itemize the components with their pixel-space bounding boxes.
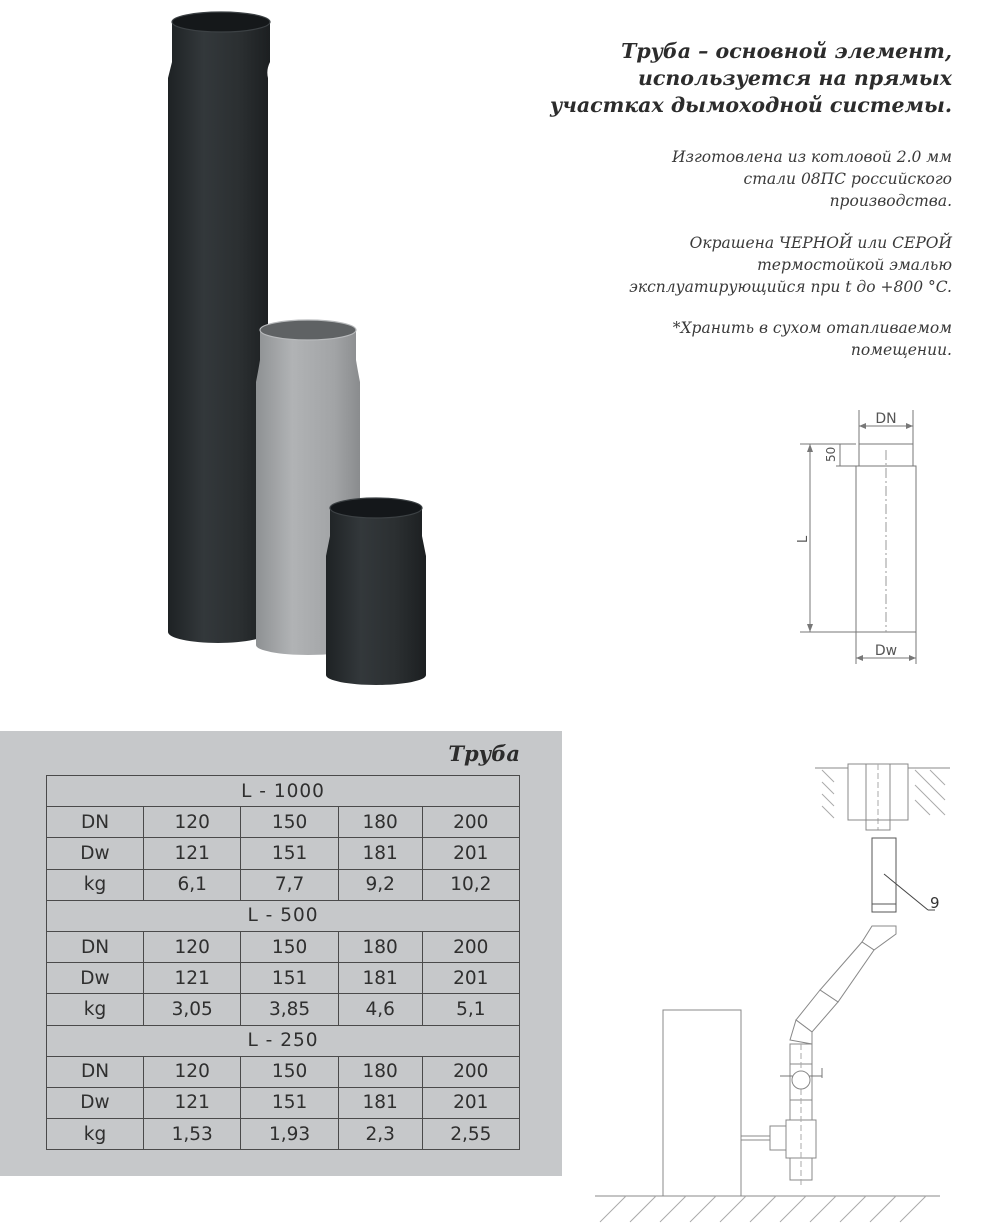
- callout-label: 9: [930, 894, 940, 912]
- description-line: *Хранить в сухом отапливаемом: [672, 319, 952, 337]
- table-cell: 4,6: [338, 994, 422, 1025]
- table-cell: 2,55: [422, 1119, 519, 1150]
- table-cell: 1,93: [241, 1119, 338, 1150]
- dimension-drawing: [790, 400, 940, 680]
- specification-table: [46, 775, 520, 1150]
- table-row: [47, 1119, 520, 1150]
- table-title: Труба: [448, 741, 520, 766]
- table-cell: 200: [422, 931, 519, 962]
- table-cell: 121: [144, 963, 241, 994]
- table-cell: 181: [338, 838, 422, 869]
- description-line: помещении.: [850, 341, 952, 359]
- pipes-product-image: [150, 0, 440, 700]
- headline-line: Труба – основной элемент,: [621, 39, 952, 63]
- table-cell: 200: [422, 1056, 519, 1087]
- table-cell: 200: [422, 807, 519, 838]
- table-row: [47, 1087, 520, 1118]
- table-cell: 151: [241, 1087, 338, 1118]
- table-cell: 201: [422, 1087, 519, 1118]
- table-cell: 3,85: [241, 994, 338, 1025]
- section-header: L - 1000: [47, 776, 520, 807]
- row-label: Dw: [47, 838, 144, 869]
- table-cell: 121: [144, 1087, 241, 1118]
- table-cell: 1,53: [144, 1119, 241, 1150]
- table-cell: 5,1: [422, 994, 519, 1025]
- short-black-pipe: [326, 498, 426, 685]
- table-cell: 151: [241, 963, 338, 994]
- row-label: kg: [47, 994, 144, 1025]
- table-cell: 120: [144, 931, 241, 962]
- table-cell: 201: [422, 963, 519, 994]
- dw-dimension-label: Dw: [874, 643, 898, 659]
- table-row: [47, 807, 520, 838]
- table-cell: 180: [338, 807, 422, 838]
- row-label: DN: [47, 931, 144, 962]
- table-cell: 181: [338, 963, 422, 994]
- table-cell: 150: [241, 1056, 338, 1087]
- row-label: Dw: [47, 963, 144, 994]
- table-cell: 3,05: [144, 994, 241, 1025]
- description-line: термостойкой эмалью: [757, 256, 952, 274]
- table-cell: 7,7: [241, 869, 338, 900]
- table-row: [47, 994, 520, 1025]
- section-header-row: [47, 776, 520, 807]
- paint-description: [629, 232, 952, 298]
- section-header-row: [47, 900, 520, 931]
- table-cell: 120: [144, 807, 241, 838]
- description-line: производства.: [829, 192, 952, 210]
- section-header: L - 500: [47, 900, 520, 931]
- table-row: [47, 838, 520, 869]
- table-cell: 150: [241, 807, 338, 838]
- headline-line: участках дымоходной системы.: [549, 93, 952, 117]
- installation-drawing: [580, 750, 980, 1226]
- row-label: Dw: [47, 1087, 144, 1118]
- table-cell: 151: [241, 838, 338, 869]
- table-row: [47, 931, 520, 962]
- description-line: эксплуатирующийся при t до +800 °C.: [629, 278, 952, 296]
- tall-black-pipe: [168, 12, 270, 643]
- table-row: [47, 869, 520, 900]
- row-label: kg: [47, 1119, 144, 1150]
- section-header-row: [47, 1025, 520, 1056]
- table-cell: 150: [241, 931, 338, 962]
- row-label: DN: [47, 807, 144, 838]
- table-cell: 2,3: [338, 1119, 422, 1150]
- table-row: [47, 963, 520, 994]
- headline-line: используется на прямых: [638, 66, 952, 90]
- section-header: L - 250: [47, 1025, 520, 1056]
- table-cell: 201: [422, 838, 519, 869]
- table-cell: 181: [338, 1087, 422, 1118]
- dn-dimension-label: DN: [875, 411, 897, 427]
- table-cell: 10,2: [422, 869, 519, 900]
- row-label: kg: [47, 869, 144, 900]
- table-row: [47, 1056, 520, 1087]
- table-cell: 180: [338, 931, 422, 962]
- table-cell: 180: [338, 1056, 422, 1087]
- table-cell: 6,1: [144, 869, 241, 900]
- headline: [520, 38, 952, 119]
- specification-panel: [0, 731, 562, 1176]
- row-label: DN: [47, 1056, 144, 1087]
- table-cell: 121: [144, 838, 241, 869]
- storage-note: [673, 317, 952, 361]
- table-cell: 9,2: [338, 869, 422, 900]
- table-cell: 120: [144, 1056, 241, 1087]
- length-dimension-label: L: [796, 535, 811, 543]
- description-line: Окрашена ЧЕРНОЙ или СЕРОЙ: [689, 234, 952, 252]
- description-line: стали 08ПС российского: [743, 170, 952, 188]
- description-line: Изготовлена из котловой 2.0 мм: [672, 148, 952, 166]
- collar-dimension-label: 50: [824, 446, 838, 462]
- material-description: [672, 146, 952, 212]
